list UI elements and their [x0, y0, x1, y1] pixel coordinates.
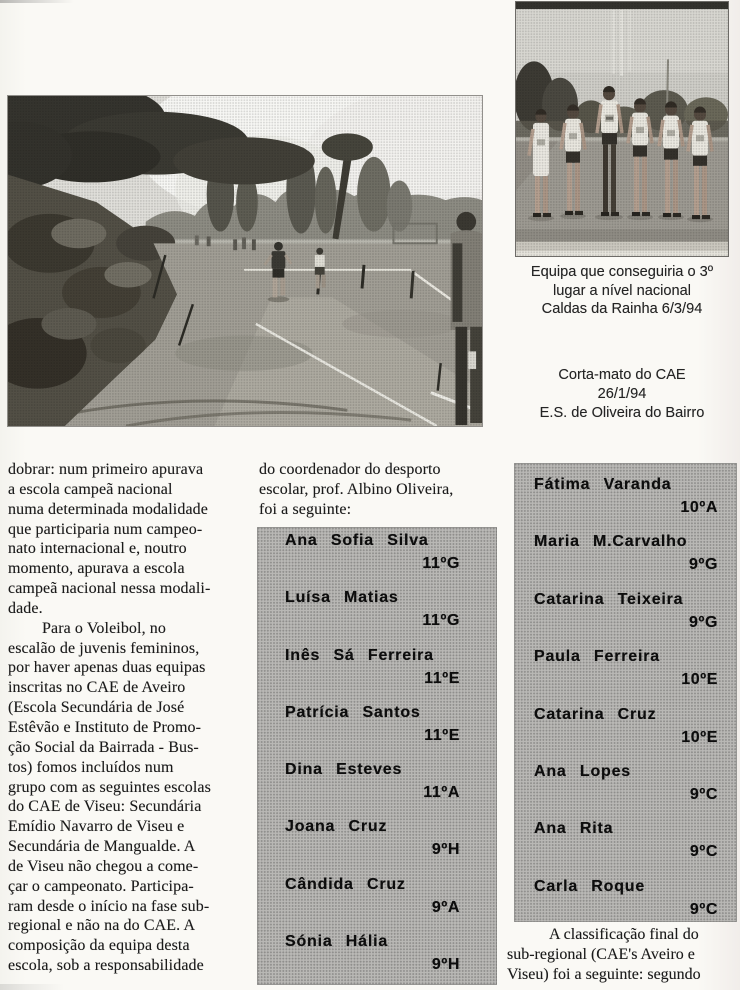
roster-box-right — [514, 463, 737, 922]
text-line: momento, apurava a escola — [8, 560, 185, 578]
roster-entry — [257, 813, 497, 870]
text-line: foi a seguinte: — [259, 500, 352, 518]
text-line: numa determinada modalidade — [8, 500, 208, 518]
class-label: 9ºG — [689, 613, 718, 631]
text-line: campeã nacional nessa modali- — [8, 580, 211, 598]
text-line: (Escola Secundária de José — [8, 699, 185, 717]
athlete-name: Maria M.Carvalho — [534, 533, 688, 551]
class-label: 9ºH — [431, 955, 460, 973]
athlete-name: Catarina Teixeira — [534, 590, 684, 608]
athlete-name: Patrícia Santos — [285, 703, 421, 721]
athlete-name: Ana Rita — [534, 820, 614, 838]
text-line: a escola campeã nacional — [8, 480, 173, 498]
athlete-name: Luísa Matias — [285, 589, 399, 607]
roster-entry — [257, 642, 497, 699]
text-line: Viseu) foi a seguinte: segundo — [507, 966, 701, 983]
caption-line: Caldas da Rainha 6/3/94 — [541, 301, 703, 318]
class-label: 10ºE — [681, 728, 718, 746]
text-line: sub-regional (CAE's Aveiro e — [507, 946, 695, 963]
text-line: ram desde o início na fase sub- — [8, 897, 210, 915]
athlete-name: Inês Sá Ferreira — [285, 646, 434, 664]
roster-entry — [514, 578, 737, 635]
roster-entry — [514, 463, 737, 520]
roster-entry — [257, 756, 497, 813]
text-line: de Viseu não chegou a come- — [8, 857, 199, 875]
class-label: 9ºA — [431, 898, 460, 916]
athlete-name: Dina Esteves — [285, 761, 403, 778]
race-photo-caption — [512, 366, 732, 423]
caption-line: Equipa que conseguiria o 3º — [530, 264, 714, 280]
text-line: grupo com as seguintes escolas — [8, 778, 211, 796]
text-line: ção Social da Bairrada - Bus- — [8, 738, 199, 756]
class-label: 11ºA — [423, 784, 460, 801]
roster-entry — [514, 807, 737, 864]
team-photo-illustration — [516, 2, 728, 256]
class-label: 9ºC — [689, 843, 718, 861]
athlete-name: Joana Cruz — [285, 818, 388, 836]
roster-entry — [514, 693, 737, 750]
text-line: tos) fomos incluídos num — [8, 758, 174, 776]
athlete-name: Fátima Varanda — [534, 476, 672, 493]
text-line: escola, sob a responsabilidade — [8, 957, 204, 975]
class-label: 11ºE — [424, 669, 460, 687]
text-line: dobrar: num primeiro apurava — [8, 461, 204, 478]
text-line: Para o Voleibol, no — [42, 619, 166, 637]
closing-paragraph — [507, 925, 738, 985]
caption-line: E.S. de Oliveira do Bairro — [539, 405, 705, 421]
athlete-name: Ana Lopes — [534, 762, 631, 780]
caption-line: lugar a nível nacional — [553, 282, 691, 299]
roster-entry — [257, 584, 497, 641]
text-line: regional e não na do CAE. A — [8, 917, 196, 935]
athlete-name: Cândida Cruz — [285, 875, 406, 893]
class-label: 11ºG — [422, 555, 460, 572]
text-line: dade. — [8, 599, 43, 617]
text-line: çar o campeonato. Participa- — [8, 877, 194, 895]
roster-entry — [257, 928, 497, 985]
roster-entry — [514, 520, 737, 577]
article-middle-intro — [259, 460, 499, 520]
text-line: composição da equipa desta — [8, 937, 190, 955]
caption-line: 26/1/94 — [597, 386, 647, 402]
athlete-name: Carla Roque — [534, 877, 646, 895]
article-left-column — [8, 460, 254, 976]
roster-entry — [257, 699, 497, 756]
roster-entry — [514, 865, 737, 922]
athlete-name: Ana Sofia Silva — [285, 532, 429, 549]
text-line: nato internacional e, noutro — [8, 540, 187, 558]
roster-entry — [514, 750, 737, 807]
roster-box-middle — [257, 527, 497, 985]
text-line: Emídio Navarro de Viseu e — [8, 818, 185, 836]
team-photo — [516, 2, 728, 256]
text-line: do coordenador do desporto — [259, 461, 441, 478]
scan-artifact — [0, 984, 64, 990]
class-label: 9ºC — [689, 785, 718, 803]
class-label: 10ºE — [681, 671, 718, 689]
athlete-name: Paula Ferreira — [534, 648, 660, 666]
race-photo-illustration — [8, 96, 482, 426]
athlete-name: Sónia Hália — [285, 932, 389, 950]
roster-entry — [257, 527, 497, 584]
caption-line: Corta-mato do CAE — [558, 367, 686, 383]
roster-entry — [514, 635, 737, 692]
team-photo-caption — [512, 263, 732, 319]
text-line: A classificação final do — [549, 926, 699, 943]
text-line: escolar, prof. Albino Oliveira, — [259, 480, 454, 498]
class-label: 9ºH — [431, 841, 460, 859]
text-line: Estêvão e Instituto de Promo- — [8, 718, 202, 736]
class-label: 9ºC — [689, 900, 718, 918]
class-label: 11ºE — [424, 726, 460, 744]
text-line: escalão de juvenis femininos, — [8, 639, 200, 657]
text-line: Secundária de Mangualde. A — [8, 838, 196, 856]
text-line: do CAE de Viseu: Secundária — [8, 798, 202, 816]
roster-entry — [257, 871, 497, 928]
class-label: 11ºG — [422, 612, 460, 630]
cross-country-race-photo — [8, 96, 482, 426]
text-line: por haver apenas duas equipas — [8, 659, 206, 677]
text-line: que participaria num campeo- — [8, 520, 203, 538]
class-label: 9ºG — [689, 556, 718, 574]
text-line: inscritas no CAE de Aveiro — [8, 679, 186, 697]
class-label: 10ºA — [680, 499, 718, 516]
scan-artifact — [0, 0, 74, 3]
athlete-name: Catarina Cruz — [534, 705, 657, 723]
